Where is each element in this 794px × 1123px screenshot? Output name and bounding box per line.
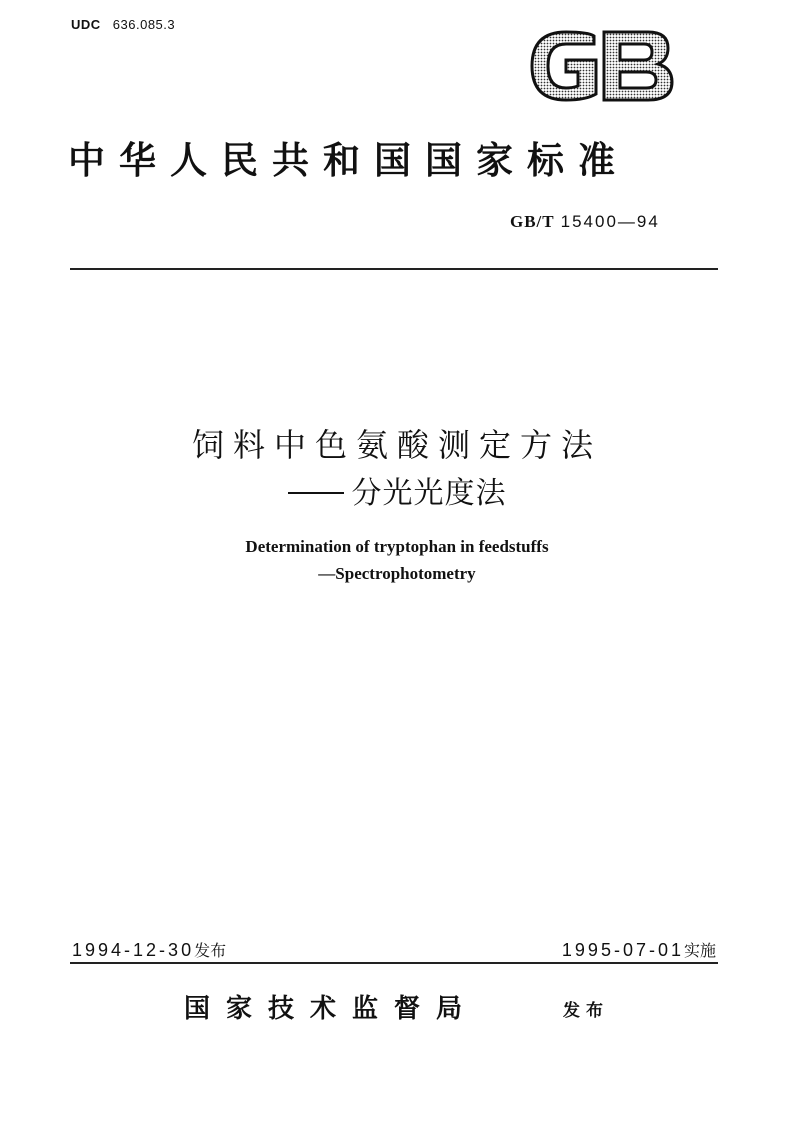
english-title-line1: Determination of tryptophan in feedstuffs	[245, 537, 549, 556]
impl-date-suffix: 实施	[683, 941, 716, 960]
standard-number	[510, 212, 660, 232]
chinese-title-line1: 饲料中色氨酸测定方法	[191, 426, 602, 464]
english-title-line2: —Spectrophotometry	[318, 564, 476, 583]
publish-label: 发布	[563, 1001, 609, 1021]
chinese-title-line2	[0, 468, 794, 512]
gb-logo	[528, 30, 674, 102]
issue-date-value: 1994-12-30	[72, 940, 195, 960]
country-standard-title: 中华人民共和国国家标准	[68, 138, 629, 182]
header-divider	[70, 268, 718, 270]
implementation-date	[562, 938, 716, 961]
impl-date-value: 1995-07-01	[561, 940, 684, 960]
chinese-subtitle: 分光光度法	[351, 476, 507, 511]
udc-code: 636.085.3	[112, 17, 176, 32]
issue-date-suffix: 发布	[194, 941, 227, 960]
udc-classification	[71, 17, 175, 32]
publisher-name: 国家技术监督局	[184, 994, 479, 1024]
standard-prefix: GB/T	[510, 212, 555, 231]
title-dash	[288, 492, 344, 494]
footer-divider	[70, 962, 718, 964]
issue-date	[72, 938, 226, 961]
udc-label: UDC	[71, 17, 101, 32]
standard-code: 15400—94	[560, 212, 660, 231]
